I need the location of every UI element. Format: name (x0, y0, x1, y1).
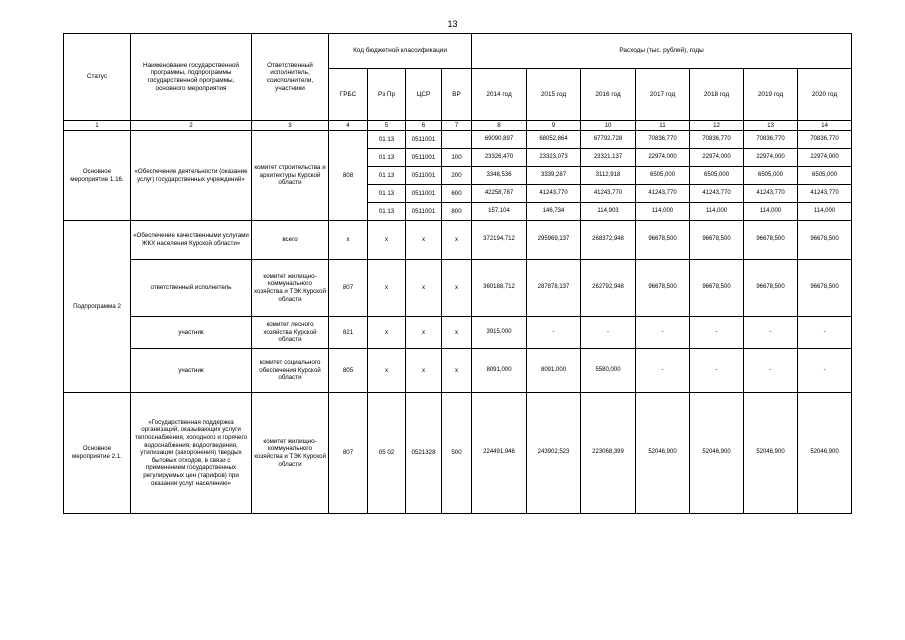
csr-cell: x (406, 221, 442, 260)
column-number-row (64, 121, 852, 131)
table-row (64, 131, 852, 149)
csr-cell: x (406, 349, 442, 393)
header-rzpr: Рз Пр (368, 69, 406, 121)
value-cell: 23323,073 (527, 149, 581, 167)
grbs-cell: 807 (329, 393, 368, 514)
value-cell: 96678,500 (798, 260, 852, 317)
budget-table (63, 33, 852, 514)
value-cell: 224491,946 (472, 393, 527, 514)
table-row (64, 393, 852, 514)
vr-cell: 600 (442, 185, 472, 203)
column-number: 11 (636, 121, 690, 131)
status-cell: Основное мероприятие 2.1. (64, 393, 131, 514)
table-row (64, 221, 852, 260)
value-cell: 3339,287 (527, 167, 581, 185)
rzpr-cell: x (368, 317, 406, 349)
status-cell: Подпрограмма 2 (64, 221, 131, 393)
column-number: 5 (368, 121, 406, 131)
value-cell: 96678,500 (690, 260, 744, 317)
column-number: 4 (329, 121, 368, 131)
value-cell: - (636, 317, 690, 349)
value-cell: 68052,864 (527, 131, 581, 149)
value-cell: 114,000 (690, 203, 744, 221)
csr-cell: 0511001 (406, 185, 442, 203)
value-cell: - (690, 349, 744, 393)
rzpr-cell: 01 13 (368, 185, 406, 203)
vr-cell: 200 (442, 167, 472, 185)
status-cell: Основное мероприятие 1.16. (64, 131, 131, 221)
value-cell: 42258,787 (472, 185, 527, 203)
name-cell: участник (131, 317, 252, 349)
value-cell: 6505,000 (798, 167, 852, 185)
grbs-cell: 805 (329, 349, 368, 393)
value-cell: 146,734 (527, 203, 581, 221)
header-csr: ЦСР (406, 69, 442, 121)
table-row (64, 317, 852, 349)
vr-cell: 800 (442, 203, 472, 221)
value-cell: 3915,000 (472, 317, 527, 349)
rzpr-cell: x (368, 221, 406, 260)
value-cell: - (744, 317, 798, 349)
value-cell: 5580,000 (581, 349, 636, 393)
value-cell: 52046,900 (636, 393, 690, 514)
value-cell: 41243,770 (798, 185, 852, 203)
vr-cell: 500 (442, 393, 472, 514)
value-cell: - (744, 349, 798, 393)
value-cell: 22974,000 (690, 149, 744, 167)
value-cell: 22974,000 (798, 149, 852, 167)
rzpr-cell: x (368, 260, 406, 317)
header-year: 2015 год (527, 69, 581, 121)
rzpr-cell: 01 13 (368, 131, 406, 149)
rzpr-cell: 01 13 (368, 149, 406, 167)
table-row (64, 260, 852, 317)
value-cell: - (690, 317, 744, 349)
grbs-cell: 821 (329, 317, 368, 349)
value-cell: 295969,137 (527, 221, 581, 260)
value-cell: 372194,712 (472, 221, 527, 260)
name-cell: участник (131, 349, 252, 393)
value-cell: 114,000 (636, 203, 690, 221)
csr-cell: 0511001 (406, 203, 442, 221)
header-vr: ВР (442, 69, 472, 121)
csr-cell: 0511001 (406, 131, 442, 149)
executor-cell: комитет строительства и архитектуры Курской области (252, 131, 329, 221)
value-cell: 70836,770 (744, 131, 798, 149)
csr-cell: 0521328 (406, 393, 442, 514)
column-number: 6 (406, 121, 442, 131)
value-cell: - (636, 349, 690, 393)
header-row-top (64, 34, 852, 69)
value-cell: 22974,000 (744, 149, 798, 167)
name-cell: «Обеспечение качественными услугами ЖКХ населения Курской области» (131, 221, 252, 260)
value-cell: 287878,137 (527, 260, 581, 317)
value-cell: 52046,900 (690, 393, 744, 514)
executor-cell: комитет жилищно-коммунального хозяйства и ТЭК Курской области (252, 260, 329, 317)
header-grbs: ГРБС (329, 69, 368, 121)
executor-cell: всего (252, 221, 329, 260)
value-cell: 69090,897 (472, 131, 527, 149)
value-cell: 6505,000 (744, 167, 798, 185)
header-year: 2016 год (581, 69, 636, 121)
value-cell: - (527, 317, 581, 349)
vr-cell (442, 131, 472, 149)
value-cell: 70836,770 (636, 131, 690, 149)
value-cell: 52046,900 (798, 393, 852, 514)
csr-cell: x (406, 260, 442, 317)
column-number: 13 (744, 121, 798, 131)
value-cell: 41243,770 (527, 185, 581, 203)
value-cell: 96678,500 (798, 221, 852, 260)
value-cell: 243902,523 (527, 393, 581, 514)
value-cell: 41243,770 (690, 185, 744, 203)
page-number: 13 (447, 19, 458, 29)
vr-cell: x (442, 221, 472, 260)
csr-cell: x (406, 317, 442, 349)
value-cell: 23326,470 (472, 149, 527, 167)
header-budget-code: Код бюджетной классификации (329, 34, 472, 69)
rzpr-cell: 01 13 (368, 167, 406, 185)
column-number: 3 (252, 121, 329, 131)
column-number: 2 (131, 121, 252, 131)
value-cell: 114,000 (744, 203, 798, 221)
value-cell: 41243,770 (636, 185, 690, 203)
value-cell: 262792,948 (581, 260, 636, 317)
column-number: 8 (472, 121, 527, 131)
value-cell: 41243,770 (744, 185, 798, 203)
rzpr-cell: 01 13 (368, 203, 406, 221)
header-year: 2020 год (798, 69, 852, 121)
value-cell: 6505,000 (690, 167, 744, 185)
value-cell: 23321,137 (581, 149, 636, 167)
value-cell: 157,104 (472, 203, 527, 221)
column-number: 10 (581, 121, 636, 131)
name-cell: ответственный исполнитель (131, 260, 252, 317)
csr-cell: 0511001 (406, 149, 442, 167)
value-cell: 8091,000 (472, 349, 527, 393)
value-cell: 6505,000 (636, 167, 690, 185)
value-cell: 96678,500 (690, 221, 744, 260)
value-cell: 360188,712 (472, 260, 527, 317)
header-expenses: Расходы (тыс. рублей), годы (472, 34, 852, 69)
executor-cell: комитет социального обеспечения Курской области (252, 349, 329, 393)
value-cell: 22974,000 (636, 149, 690, 167)
value-cell: - (581, 317, 636, 349)
rzpr-cell: x (368, 349, 406, 393)
value-cell: 41243,770 (581, 185, 636, 203)
value-cell: 96678,500 (636, 260, 690, 317)
header-year: 2014 год (472, 69, 527, 121)
value-cell: 96678,500 (744, 260, 798, 317)
value-cell: 52046,900 (744, 393, 798, 514)
value-cell: 70836,770 (798, 131, 852, 149)
value-cell: 70836,770 (690, 131, 744, 149)
header-year: 2019 год (744, 69, 798, 121)
vr-cell: x (442, 349, 472, 393)
header-year: 2017 год (636, 69, 690, 121)
vr-cell: x (442, 260, 472, 317)
value-cell: 8091,000 (527, 349, 581, 393)
executor-cell: комитет лесного хозяйства Курской области (252, 317, 329, 349)
value-cell: 96678,500 (636, 221, 690, 260)
rzpr-cell: 05 02 (368, 393, 406, 514)
grbs-cell: x (329, 221, 368, 260)
column-number: 12 (690, 121, 744, 131)
value-cell: 3112,918 (581, 167, 636, 185)
value-cell: 114,903 (581, 203, 636, 221)
value-cell: 223068,399 (581, 393, 636, 514)
name-cell: «Государственная поддержка организаций, оказывающих услуги теплоснабжения, холодного и горячего водоснабжения, водоотведения, утилизации (захоронения) твердых бытовых отходов, в связи с применением государственных регулируемых цен (тарифов) при оказании услуг населению» (131, 393, 252, 514)
header-executor: Ответственный исполнитель, соисполнители, участники (252, 34, 329, 121)
column-number: 9 (527, 121, 581, 131)
column-number: 7 (442, 121, 472, 131)
csr-cell: 0511001 (406, 167, 442, 185)
value-cell: 268372,948 (581, 221, 636, 260)
column-number: 1 (64, 121, 131, 131)
value-cell: 114,000 (798, 203, 852, 221)
executor-cell: комитет жилищно-коммунального хозяйства и ТЭК Курской области (252, 393, 329, 514)
header-status: Статус (64, 34, 131, 121)
header-year: 2018 год (690, 69, 744, 121)
name-cell: «Обеспечение деятельности (оказание услуг) государственных учреждений» (131, 131, 252, 221)
grbs-cell: 808 (329, 131, 368, 221)
value-cell: - (798, 349, 852, 393)
value-cell: - (798, 317, 852, 349)
column-number: 14 (798, 121, 852, 131)
header-name: Наименование государственной программы, подпрограммы государственной программы, основного мероприятия (131, 34, 252, 121)
vr-cell: 100 (442, 149, 472, 167)
value-cell: 3348,536 (472, 167, 527, 185)
vr-cell: x (442, 317, 472, 349)
table-row (64, 349, 852, 393)
value-cell: 67792,728 (581, 131, 636, 149)
grbs-cell: 807 (329, 260, 368, 317)
value-cell: 96678,500 (744, 221, 798, 260)
